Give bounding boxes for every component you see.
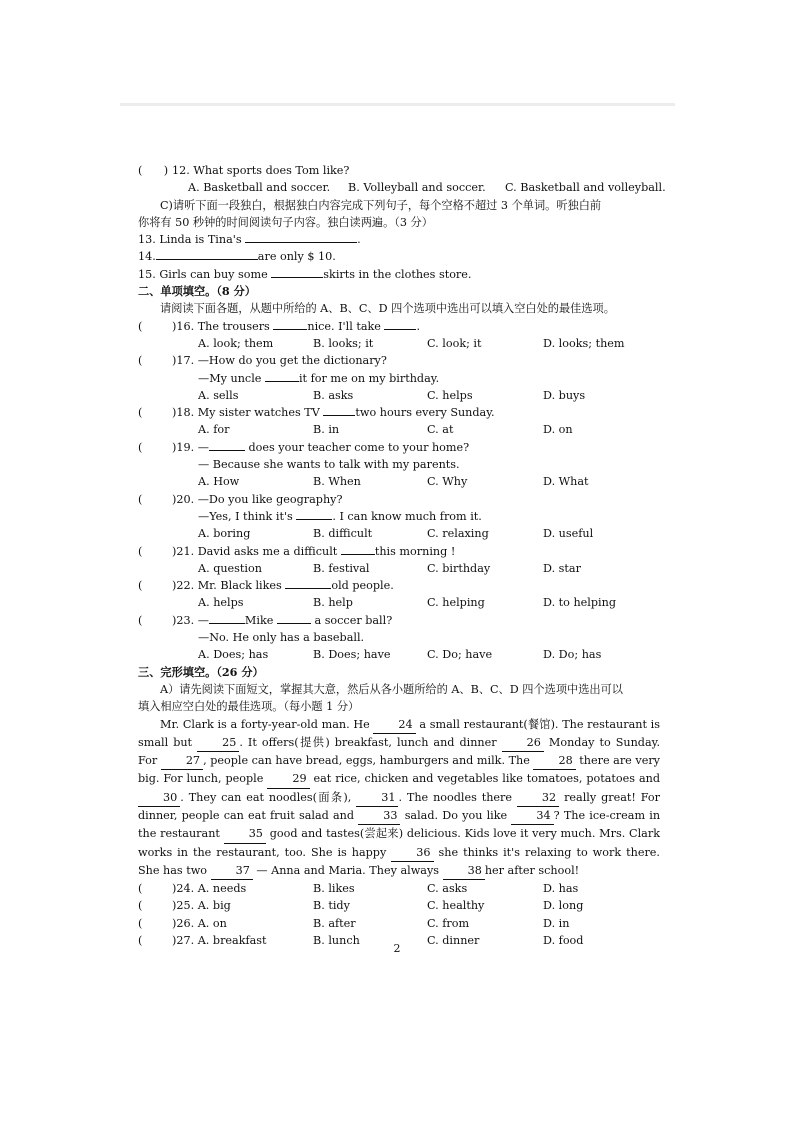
question-23-options: A. Does; has B. Does; have C. Do; have D. Do; has [198, 648, 602, 662]
question-20-options: A. boring B. difficult C. relaxing D. useful [198, 527, 594, 541]
cloze-passage: Mr. Clark is a forty-year-old man. He 24 a small restaurant(餐馆). The restaurant is small but 25 . It offers(提供) breakfast, lunch and dinner 26 Monday to Sunday. For 27 , people can have bread, eggs, hamburgers and milk. The 28 there are very big. For lunch, people 29 eat rice, chicken and vegetables like tomatoes, potatoes and 30 . They can eat noodles(面条), 31 . The noodles there 32 really great! For dinner, people can eat fruit salad and 33 salad. Do you like 34 ? The ice-cream in the restaurant 35 good and tastes(尝起来) delicious. Kids love it very much. Mrs. Clark works in the restaurant, too. She is happy 36 she thinks it's relaxing to work there. She has two 37 — Anna and Maria. They always 38 her after school! [138, 716, 660, 881]
question-17-options: A. sells B. asks C. helps D. buys [198, 388, 586, 402]
page-number: 2 [393, 942, 401, 955]
part-c-instruction-2: 你将有 50 秒钟的时间阅读句子内容。独白读两遍。（3 分） [138, 215, 433, 229]
question-16-options: A. look; them B. looks; it C. look; it D. looks; them [198, 336, 625, 350]
exam-page [138, 162, 666, 949]
question-18-options: A. for B. in C. at D. on [198, 423, 573, 437]
question-17: ( )17. —How do you get the dictionary? [138, 354, 387, 368]
question-27: ( )27. A. breakfast B. lunch C. dinner D. food [138, 934, 584, 948]
top-rule [120, 103, 675, 106]
option-c: C. Basketball and volleyball. [505, 181, 666, 195]
part-c-instruction-1: C)请听下面一段独白，根据独白内容完成下列句子，每个空格不超过 3 个单词。听独白前 [160, 198, 602, 212]
question-23: ( )23. — Mike a soccer ball? [138, 613, 393, 627]
question-14: 14. are only $ 10. [138, 250, 336, 264]
answer-paren: ( ) [138, 164, 169, 177]
question-23-line2: —No. He only has a baseball. [198, 631, 365, 645]
question-20-line2: —Yes, I think it's . I can know much from it. [198, 509, 482, 523]
question-20: ( )20. —Do you like geography? [138, 492, 343, 506]
question-22-options: A. helps B. help C. helping D. to helping [198, 596, 616, 610]
question-19-line2: — Because she wants to talk with my parents. [198, 458, 460, 472]
question-13: 13. Linda is Tina's . [138, 233, 361, 247]
option-b: B. Volleyball and soccer. [348, 181, 486, 195]
question-26: ( )26. A. on B. after C. from D. in [138, 916, 570, 930]
question-25: ( )25. A. big B. tidy C. healthy D. long [138, 899, 584, 913]
section-2-instruction: 请阅读下面各题，从题中所给的 A、B、C、D 四个选项中选出可以填入空白处的最佳选项。 [160, 302, 615, 316]
section-2-title: 二、单项填空。（8 分） [138, 284, 256, 299]
question-21: ( )21. David asks me a difficult this morning ! [138, 544, 456, 558]
question-16: ( )16. The trousers nice. I'll take . [138, 319, 421, 333]
question-21-options: A. question B. festival C. birthday D. star [198, 561, 581, 575]
question-22: ( )22. Mr. Black likes old people. [138, 579, 394, 593]
question-12: ( ) 12. What sports does Tom like? [138, 162, 660, 179]
option-a: A. Basketball and soccer. [188, 181, 331, 195]
section-3-title: 三、完形填空。（26 分） [138, 664, 264, 679]
question-17-line2: —My uncle it for me on my birthday. [198, 371, 440, 385]
question-15: 15. Girls can buy some skirts in the clothes store. [138, 267, 472, 281]
question-18: ( )18. My sister watches TV two hours every Sunday. [138, 406, 495, 420]
section-3-instruction-1: A）请先阅读下面短文，掌握其大意，然后从各小题所给的 A、B、C、D 四个选项中选出可以 [160, 682, 623, 696]
question-24: ( )24. A. needs B. likes C. asks D. has [138, 882, 579, 896]
question-19-options: A. How B. When C. Why D. What [198, 475, 589, 489]
question-19: ( )19. — does your teacher come to your home? [138, 440, 470, 454]
section-3-instruction-2: 填入相应空白处的最佳选项。（每小题 1 分） [138, 700, 360, 714]
question-12-options [138, 179, 666, 196]
